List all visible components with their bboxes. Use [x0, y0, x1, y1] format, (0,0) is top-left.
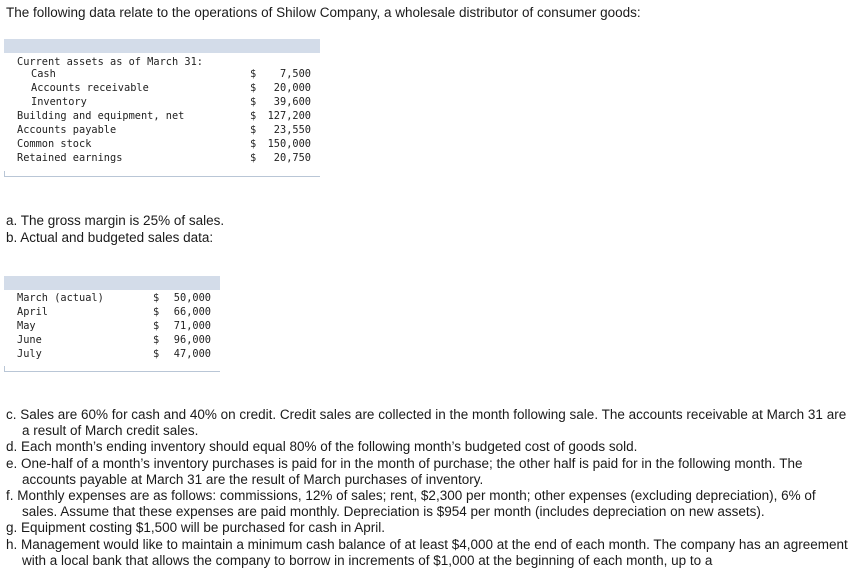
dollar-sign: $ — [153, 320, 160, 332]
dollar-sign: $ — [250, 152, 257, 164]
note-item: f. Monthly expenses are as follows: commissions, 12% of sales; rent, $2,300 per month; other expenses (excluding depreciation), 6% of sales. Assume that these expenses are paid monthly. Depreciation is $954 per month (includes depreciation on new assets). — [6, 488, 816, 520]
table-row — [4, 305, 220, 319]
note-item: c. Sales are 60% for cash and 40% on credit. Credit sales are collected in the month following sale. The accounts receivable at March 31 are a result of March credit sales. — [6, 407, 847, 439]
note-b: b. Actual and budgeted sales data: — [6, 230, 214, 245]
table-row — [4, 123, 320, 137]
row-label: April — [17, 306, 48, 318]
row-amount: 50,000 — [173, 292, 211, 304]
row-amount: 71,000 — [173, 320, 211, 332]
table-row — [4, 67, 320, 81]
dollar-sign: $ — [250, 124, 257, 136]
dollar-sign: $ — [250, 82, 257, 94]
note-item: d. Each month’s ending inventory should equal 80% of the following month’s budgeted cost of goods sold. — [6, 439, 638, 455]
dollar-sign: $ — [153, 292, 160, 304]
row-amount: 20,750 — [273, 152, 311, 164]
table-row — [4, 137, 320, 151]
row-amount: 7,500 — [280, 68, 311, 80]
row-label: July — [17, 348, 42, 360]
table-row — [4, 109, 320, 123]
row-label: Accounts payable — [17, 124, 117, 136]
dollar-sign: $ — [250, 68, 257, 80]
row-label: Cash — [31, 68, 56, 80]
table-edge — [4, 366, 5, 372]
table-row — [4, 347, 220, 361]
table-header-bar — [4, 276, 220, 290]
table-row — [4, 81, 320, 95]
row-label: Common stock — [17, 138, 92, 150]
notes-rest — [6, 407, 848, 569]
row-amount: 127,200 — [267, 110, 311, 122]
note-item: e. One-half of a month’s inventory purchases is paid for in the month of purchase; the other half is paid for in the following month. The accounts payable at March 31 are the result of March purchases of inventory. — [6, 455, 803, 487]
dollar-sign: $ — [153, 348, 160, 360]
row-amount: 66,000 — [173, 306, 211, 318]
row-label: Accounts receivable — [31, 82, 149, 94]
note-item: g. Equipment costing $1,500 will be purchased for cash in April. — [6, 520, 385, 536]
balance-table — [4, 39, 320, 177]
dollar-sign: $ — [250, 110, 257, 122]
table-row — [4, 333, 220, 347]
note-item: h. Management would like to maintain a minimum cash balance of at least $4,000 at the end of each month. The company has an agreement with a local bank that allows the company to borrow in increments of $1,000 at the beginning of each month, up to a — [6, 536, 848, 568]
row-amount: 96,000 — [173, 334, 211, 346]
row-amount: 47,000 — [173, 348, 211, 360]
dollar-sign: $ — [250, 96, 257, 108]
row-amount: 23,550 — [273, 124, 311, 136]
dollar-sign: $ — [153, 306, 160, 318]
table-edge — [4, 171, 5, 177]
row-amount: 39,600 — [273, 96, 311, 108]
table-row — [4, 95, 320, 109]
row-label: May — [17, 320, 36, 332]
notes-ab — [6, 212, 224, 246]
row-label: March (actual) — [17, 292, 104, 304]
table-row — [4, 319, 220, 333]
row-label: Building and equipment, net — [17, 110, 185, 122]
balance-caption: Current assets as of March 31: — [17, 56, 203, 68]
intro-text: The following data relate to the operations of Shilow Company, a wholesale distributor of consumer goods: — [6, 5, 641, 20]
row-amount: 150,000 — [267, 138, 311, 150]
table-header-bar — [4, 39, 320, 53]
sales-table — [4, 276, 220, 372]
dollar-sign: $ — [153, 334, 160, 346]
row-label: Retained earnings — [17, 152, 123, 164]
row-label: June — [17, 334, 42, 346]
note-a: a. The gross margin is 25% of sales. — [6, 213, 225, 228]
dollar-sign: $ — [250, 138, 257, 150]
table-row — [4, 291, 220, 305]
table-row — [4, 151, 320, 165]
row-label: Inventory — [31, 96, 87, 108]
row-amount: 20,000 — [273, 82, 311, 94]
